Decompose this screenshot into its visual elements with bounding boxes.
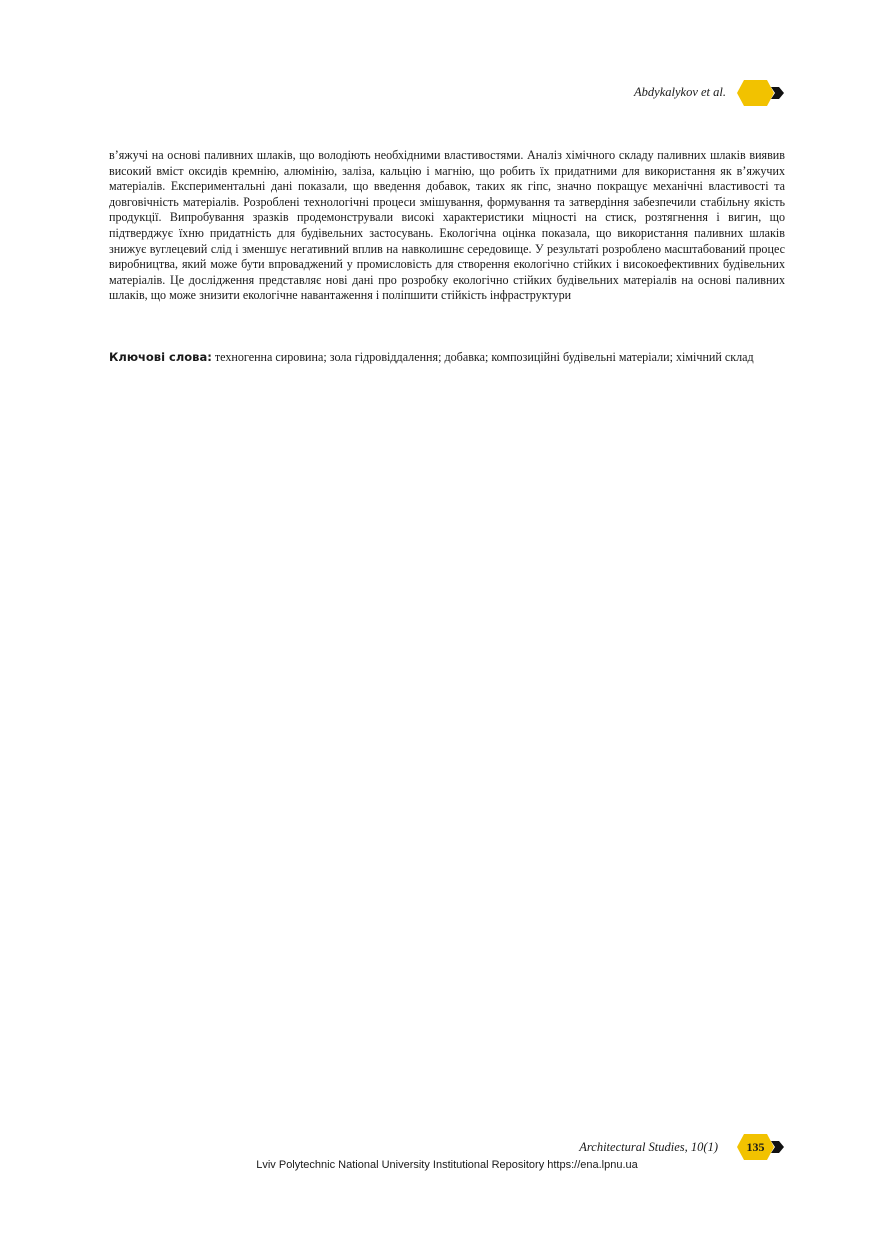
abstract-paragraph: в’яжучі на основі паливних шлаків, що володіють необхідними властивостями. Аналіз хімічного складу паливних шлаків виявив високий вміст оксидів кремнію, алюмінію, заліза, кальцію і магнію, що робить їх придатними для використання як в’яжучих матеріалів. Експериментальні дані показали, що введення добавок, таких як гіпс, значно покращує механічні властивості та довговічність матеріалів. Розроблені технологічні процеси змішування, формування та затвердіння забезпечили стабільну якість продукції. Випробування зразків продемонстрували високі характеристики міцності на стиск, розтягнення і вигин, що підтверджує їхню придатність для будівельних застосувань. Екологічна оцінка показала, що використання паливних шлаків знижує вуглецевий слід і зменшує негативний вплив на навколишнє середовище. У результаті розроблено масштабований процес виробництва, який може бути впроваджений у промисловість для створення екологічно стійких і високоефективних будівельних матеріалів. Це дослідження представляє нові дані про розробку екологічно стійких будівельних матеріалів на основі паливних шлаків, що може знизити екологічне навантаження і поліпшити стійкість інфраструктури [109, 148, 785, 303]
repository-notice: Lviv Polytechnic National University Institutional Repository https://ena.lpnu.ua [256, 1159, 638, 1171]
running-header-authors: Abdykalykov et al. [634, 85, 726, 99]
page-number-badge [737, 1134, 785, 1160]
page-number: 135 [746, 1140, 765, 1154]
hexagon-shape [737, 80, 774, 106]
keywords-text: техногенна сировина; зола гідровіддалення; добавка; композиційні будівельні матеріали; хімічний склад [211, 350, 754, 364]
hexagon-arrow-icon [737, 80, 785, 106]
keywords-paragraph [109, 350, 785, 366]
footer-journal-title: Architectural Studies, 10(1) [579, 1140, 718, 1154]
keywords-label: Ключові слова: [109, 350, 212, 364]
